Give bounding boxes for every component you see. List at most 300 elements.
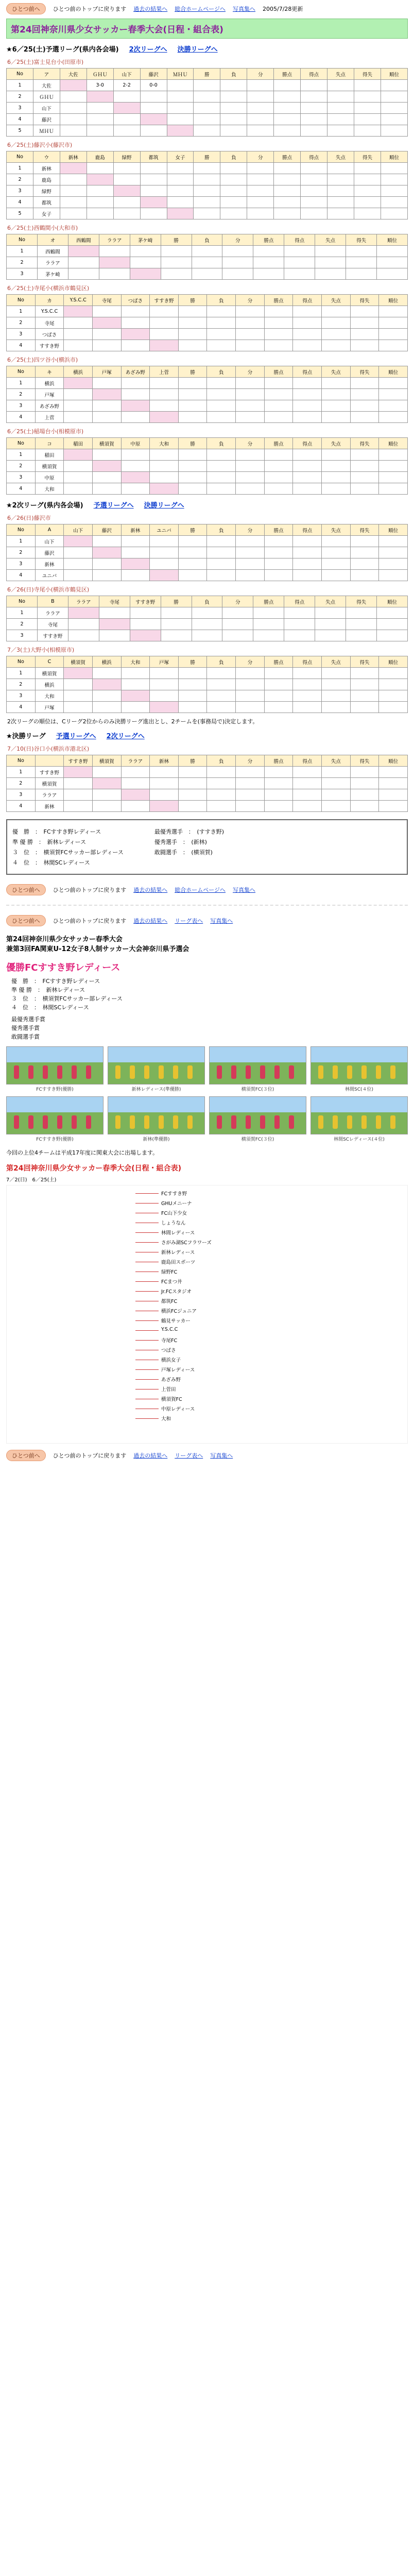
table-cell — [379, 412, 408, 423]
table-header-cell: 得失 — [350, 755, 379, 767]
table-header-cell: ララア — [99, 234, 130, 246]
table-row — [7, 389, 408, 400]
round2-link-2[interactable]: 2次リーグへ — [106, 733, 145, 740]
table-cell — [92, 702, 121, 713]
table-cell — [322, 536, 351, 547]
table-cell — [161, 630, 192, 641]
table-cell — [207, 329, 236, 340]
bracket-heading: 第24回神奈川県少女サッカー春季大会(日程・組合表) — [6, 1164, 181, 1173]
table-cell: 1 — [7, 163, 33, 174]
table-row — [7, 570, 408, 581]
round1-link-2[interactable]: 予選リーグへ — [56, 733, 96, 740]
table-row — [7, 174, 408, 185]
table-cell — [207, 461, 236, 472]
table-cell — [322, 702, 351, 713]
table-cell — [64, 547, 93, 558]
table-cell: Y.S.C.C — [35, 306, 64, 317]
table-cell — [293, 317, 322, 329]
table-header-row — [7, 656, 408, 668]
back-button-4[interactable]: ひとつ前へ — [6, 1450, 46, 1461]
table-header-cell: オ — [37, 234, 68, 246]
table-header-cell: 大和 — [150, 438, 179, 449]
table-header-cell: 勝点 — [274, 69, 301, 80]
round2-venue: 6／26(日)寺尾小(横浜市鶴見区) — [7, 586, 90, 593]
p2-standing-2: 準 優 勝 ： 新林レディース — [11, 987, 85, 993]
p2-award-1: 最優秀選手賞 — [11, 1016, 45, 1023]
table-cell — [322, 558, 351, 570]
table-header-cell: すすき野 — [150, 295, 179, 306]
table-cell — [64, 400, 93, 412]
final-link-2[interactable]: 決勝リーグへ — [144, 502, 184, 510]
table-cell — [293, 536, 322, 547]
table-cell — [379, 400, 408, 412]
table-cell — [194, 163, 220, 174]
table-cell — [207, 789, 236, 801]
table-cell — [92, 536, 121, 547]
home-link[interactable]: 総合ホームページへ — [175, 6, 226, 12]
table-cell — [293, 690, 322, 702]
table-cell — [379, 389, 408, 400]
table-cell: 戸塚 — [35, 389, 64, 400]
table-cell — [178, 702, 207, 713]
table-cell — [264, 449, 293, 461]
bracket-line — [135, 1320, 159, 1321]
table-header-cell: 得点 — [293, 438, 322, 449]
table-header-cell: あざみ野 — [121, 366, 150, 378]
table-header-cell: 戸塚 — [92, 366, 121, 378]
table-cell — [121, 679, 150, 690]
table-header-cell: 分 — [236, 755, 265, 767]
table-header-cell: 得点 — [293, 524, 322, 536]
table-cell — [236, 461, 265, 472]
table-cell — [381, 80, 407, 91]
table-cell — [167, 208, 194, 219]
table-cell: 0-0 — [140, 80, 167, 91]
table-cell — [178, 317, 207, 329]
bracket-team: FCすすき野 — [161, 1191, 187, 1197]
table-cell: 1 — [7, 449, 36, 461]
table-cell — [64, 412, 93, 423]
photo-caption: FCすすき野(優勝) — [36, 1087, 74, 1092]
table-cell: 山下 — [35, 536, 64, 547]
table-cell — [140, 174, 167, 185]
table-row — [7, 767, 408, 778]
back-button-2[interactable]: ひとつ前へ — [6, 884, 46, 895]
table-cell: 3 — [7, 558, 36, 570]
table-cell — [264, 690, 293, 702]
round2-groups — [6, 514, 408, 713]
bracket-line — [135, 1291, 159, 1292]
table-cell — [264, 536, 293, 547]
photos-link[interactable]: 写真集へ — [233, 6, 256, 12]
table-cell — [301, 163, 327, 174]
table-row — [7, 668, 408, 679]
table-cell — [350, 340, 379, 351]
table-cell — [178, 690, 207, 702]
table-header-cell: 横浜 — [64, 366, 93, 378]
table-cell — [293, 767, 322, 778]
group-venue: 6／25(土)西鶴間小(大和市) — [7, 225, 78, 231]
table-cell: 寺尾 — [37, 619, 68, 630]
table-cell — [161, 619, 192, 630]
table-cell — [274, 103, 301, 114]
standings-list — [12, 825, 124, 869]
table-cell — [381, 125, 407, 137]
photo-caption: 横須賀FC(３位) — [241, 1087, 274, 1092]
bracket-line — [135, 1418, 159, 1419]
table-row — [7, 690, 408, 702]
table-header-cell: No — [7, 366, 36, 378]
table-cell — [293, 340, 322, 351]
table-cell — [121, 449, 150, 461]
table-cell — [150, 449, 179, 461]
table-cell — [60, 185, 87, 197]
table-cell — [322, 789, 351, 801]
table-cell — [236, 340, 265, 351]
bracket-team: 緑野FC — [161, 1269, 178, 1275]
table-cell — [150, 558, 179, 570]
table-cell — [150, 483, 179, 495]
table-cell — [264, 767, 293, 778]
table-header-cell: 勝 — [178, 295, 207, 306]
table-header-row — [7, 366, 408, 378]
bracket-team: 大和 — [161, 1416, 171, 1422]
table-cell — [60, 114, 87, 125]
table-cell — [150, 329, 179, 340]
table-cell — [293, 778, 322, 789]
table-cell — [379, 472, 408, 483]
table-cell — [68, 630, 99, 641]
mid-nav — [6, 884, 408, 895]
table-cell — [220, 80, 247, 91]
table-header-cell: 都筑 — [140, 151, 167, 163]
table-cell — [121, 702, 150, 713]
table-cell — [301, 125, 327, 137]
table-row — [7, 103, 408, 114]
table-cell — [247, 125, 274, 137]
round2-heading — [6, 500, 408, 510]
table-header-cell: 新林 — [121, 524, 150, 536]
table-cell — [92, 329, 121, 340]
table-cell — [346, 268, 377, 280]
table-row — [7, 789, 408, 801]
table-cell — [350, 449, 379, 461]
past-results-link-4[interactable]: 過去の結果へ — [133, 1452, 168, 1459]
table-header-cell: 茅ケ崎 — [130, 234, 161, 246]
table-header-cell: No — [7, 438, 36, 449]
photo-caption: FCすすき野(優勝) — [36, 1137, 74, 1142]
award-4: 敢闘選手 ： (横須賀) — [154, 849, 213, 856]
table-cell — [207, 690, 236, 702]
table-cell — [121, 483, 150, 495]
table-cell — [130, 246, 161, 257]
bracket-team: 鶴見サッカー — [161, 1318, 191, 1324]
table-header-row — [7, 151, 408, 163]
table-cell — [354, 80, 381, 91]
table-header-cell: 山下 — [64, 524, 93, 536]
table-cell — [327, 163, 354, 174]
table-cell — [92, 400, 121, 412]
final-heading — [6, 731, 408, 740]
table-cell — [322, 801, 351, 812]
table-cell — [236, 679, 265, 690]
table-cell — [379, 547, 408, 558]
table-cell — [350, 536, 379, 547]
table-cell: 中原 — [35, 472, 64, 483]
table-cell — [379, 767, 408, 778]
table-cell — [121, 306, 150, 317]
photo-caption: 新林レディース(準優勝) — [131, 1087, 181, 1092]
table-cell — [284, 607, 315, 619]
table-cell — [322, 329, 351, 340]
table-cell — [220, 185, 247, 197]
table-cell — [87, 125, 113, 137]
bracket-team: さがみ湖SCフラワーズ — [161, 1240, 212, 1246]
table-cell — [207, 449, 236, 461]
table-cell — [354, 163, 381, 174]
table-cell — [140, 125, 167, 137]
table-header-cell: 失点 — [322, 656, 351, 668]
table-cell: 3 — [7, 185, 33, 197]
table-header-cell: コ — [35, 438, 64, 449]
table-cell — [236, 536, 265, 547]
table-cell — [377, 607, 408, 619]
round1-link[interactable]: 予選リーグへ — [93, 502, 134, 510]
table-cell — [379, 483, 408, 495]
table-cell — [322, 778, 351, 789]
table-header-cell: ア — [33, 69, 60, 80]
back-button-3[interactable]: ひとつ前へ — [6, 915, 46, 926]
table-cell — [60, 174, 87, 185]
table-cell — [178, 389, 207, 400]
table-cell: 2 — [7, 389, 36, 400]
round1-heading — [6, 44, 408, 54]
table-cell — [150, 536, 179, 547]
table-header-cell: 得失 — [346, 596, 377, 607]
table-cell — [315, 607, 346, 619]
past-results-link-2[interactable]: 過去の結果へ — [133, 887, 168, 893]
table-cell — [274, 174, 301, 185]
table-cell — [178, 789, 207, 801]
table-cell — [207, 767, 236, 778]
table-cell — [236, 449, 265, 461]
table-cell — [253, 268, 284, 280]
table-cell — [121, 789, 150, 801]
past-results-link-3[interactable]: 過去の結果へ — [133, 918, 168, 924]
table-cell — [150, 389, 179, 400]
table-cell: 稲田 — [35, 449, 64, 461]
table-row — [7, 412, 408, 423]
table-cell: 大和 — [35, 690, 64, 702]
table-cell — [293, 558, 322, 570]
table-row — [7, 114, 408, 125]
table-header-cell: 順位 — [379, 366, 408, 378]
league-table — [6, 294, 408, 351]
table-cell — [284, 246, 315, 257]
table-cell — [301, 197, 327, 208]
table-header-cell: Y.S.C.C — [64, 295, 93, 306]
table-cell — [64, 317, 93, 329]
table-cell — [379, 317, 408, 329]
table-row — [7, 400, 408, 412]
team-photo — [108, 1096, 205, 1142]
table-header-cell: 横須賀 — [92, 438, 121, 449]
table-header-cell: 失点 — [322, 295, 351, 306]
table-cell — [113, 163, 140, 174]
league-link-2[interactable]: リーグ表へ — [175, 1452, 203, 1459]
team-photo — [6, 1096, 104, 1142]
table-cell — [322, 690, 351, 702]
table-cell — [92, 679, 121, 690]
table-cell: 大佐 — [33, 80, 60, 91]
table-header-cell: 得点 — [301, 69, 327, 80]
table-cell — [178, 400, 207, 412]
league-link[interactable]: リーグ表へ — [175, 918, 203, 924]
table-cell — [322, 767, 351, 778]
table-cell — [293, 412, 322, 423]
table-cell — [379, 378, 408, 389]
table-cell — [381, 208, 407, 219]
table-cell — [60, 80, 87, 91]
table-row — [7, 257, 408, 268]
table-cell: 4 — [7, 702, 36, 713]
table-header-cell: 得失 — [350, 295, 379, 306]
table-cell — [301, 91, 327, 103]
table-cell — [274, 208, 301, 219]
table-cell — [236, 801, 265, 812]
standing-1: 優 勝 ： FCすすき野レディース — [12, 828, 101, 835]
bracket-team: しょうなん — [161, 1221, 186, 1226]
table-cell — [293, 483, 322, 495]
table-cell — [113, 125, 140, 137]
round2-title: ★2次リーグ(県内各会場) — [6, 502, 83, 510]
table-header-cell: 勝 — [161, 596, 192, 607]
table-cell — [167, 174, 194, 185]
table-cell — [167, 163, 194, 174]
table-cell — [68, 257, 99, 268]
table-header-cell: No — [7, 69, 33, 80]
table-cell — [236, 472, 265, 483]
table-cell — [121, 801, 150, 812]
back-button[interactable]: ひとつ前へ — [6, 3, 46, 14]
table-cell: ＭＨＵ — [33, 125, 60, 137]
table-cell: 上菅 — [35, 412, 64, 423]
group-venue: 6／25(土)寺尾小(横浜市鶴見区) — [7, 285, 90, 292]
table-cell — [327, 185, 354, 197]
table-cell — [247, 114, 274, 125]
table-row — [7, 801, 408, 812]
table-cell: 3-0 — [87, 80, 113, 91]
table-header-cell: 得失 — [354, 151, 381, 163]
table-cell: 新林 — [35, 558, 64, 570]
table-cell — [247, 208, 274, 219]
table-cell — [64, 679, 93, 690]
table-cell — [68, 246, 99, 257]
group-venue: 6／25(土)四ツ谷小(横浜市) — [7, 357, 78, 363]
table-cell — [264, 472, 293, 483]
table-cell — [92, 412, 121, 423]
table-cell — [322, 668, 351, 679]
table-cell — [220, 174, 247, 185]
table-cell — [236, 570, 265, 581]
table-row — [7, 547, 408, 558]
table-cell — [113, 114, 140, 125]
final-link[interactable]: 決勝リーグへ — [177, 46, 218, 54]
table-cell — [350, 472, 379, 483]
table-cell — [236, 378, 265, 389]
table-row — [7, 329, 408, 340]
table-header-cell: 勝 — [194, 69, 220, 80]
table-cell — [87, 91, 113, 103]
table-cell — [60, 197, 87, 208]
table-cell — [247, 174, 274, 185]
table-cell — [92, 317, 121, 329]
past-results-link[interactable]: 過去の結果へ — [133, 6, 168, 12]
photo-caption: 新林(準優勝) — [143, 1137, 170, 1142]
table-header-cell: 稲田 — [64, 438, 93, 449]
home-link-2[interactable]: 総合ホームページへ — [175, 887, 226, 893]
table-header-cell: ＭＨＵ — [167, 69, 194, 80]
table-cell — [293, 702, 322, 713]
table-cell — [150, 702, 179, 713]
table-cell — [99, 630, 130, 641]
table-cell — [207, 801, 236, 812]
table-cell — [381, 185, 407, 197]
table-cell — [236, 668, 265, 679]
round2-link[interactable]: 2次リーグへ — [129, 46, 167, 54]
table-header-cell: 分 — [236, 656, 265, 668]
table-cell — [327, 208, 354, 219]
table-row — [7, 630, 408, 641]
table-header-cell: 勝 — [178, 755, 207, 767]
table-row — [7, 163, 408, 174]
footer-nav — [6, 1450, 408, 1461]
table-cell — [379, 668, 408, 679]
table-cell — [64, 558, 93, 570]
bracket — [6, 1185, 408, 1444]
table-cell — [178, 778, 207, 789]
photos-link-4[interactable]: 写真集へ — [210, 1452, 233, 1459]
bracket-team: あざみ野 — [161, 1377, 181, 1383]
table-cell — [92, 547, 121, 558]
table-cell — [350, 483, 379, 495]
table-header-cell: 順位 — [381, 151, 407, 163]
table-cell — [346, 607, 377, 619]
table-cell — [92, 461, 121, 472]
table-cell — [167, 185, 194, 197]
photos-link-3[interactable]: 写真集へ — [210, 918, 233, 924]
bracket-team: GHUメニーナ — [161, 1201, 192, 1207]
table-header-cell: 負 — [207, 438, 236, 449]
table-cell — [150, 340, 179, 351]
table-header-cell: 得点 — [284, 596, 315, 607]
table-cell — [253, 607, 284, 619]
table-cell — [354, 114, 381, 125]
photos-link-2[interactable]: 写真集へ — [233, 887, 256, 893]
table-header-cell: C — [35, 656, 64, 668]
table-cell — [322, 317, 351, 329]
table-cell — [315, 257, 346, 268]
photo-caption: 横須賀FC(３位) — [241, 1137, 274, 1142]
table-row — [7, 340, 408, 351]
table-header-cell: 勝点 — [264, 755, 293, 767]
table-cell — [381, 174, 407, 185]
table-cell — [264, 547, 293, 558]
table-cell — [161, 246, 192, 257]
table-cell — [178, 801, 207, 812]
table-cell — [207, 389, 236, 400]
final-venue: 7／10(日)谷口小(横浜市港北区) — [7, 745, 90, 752]
